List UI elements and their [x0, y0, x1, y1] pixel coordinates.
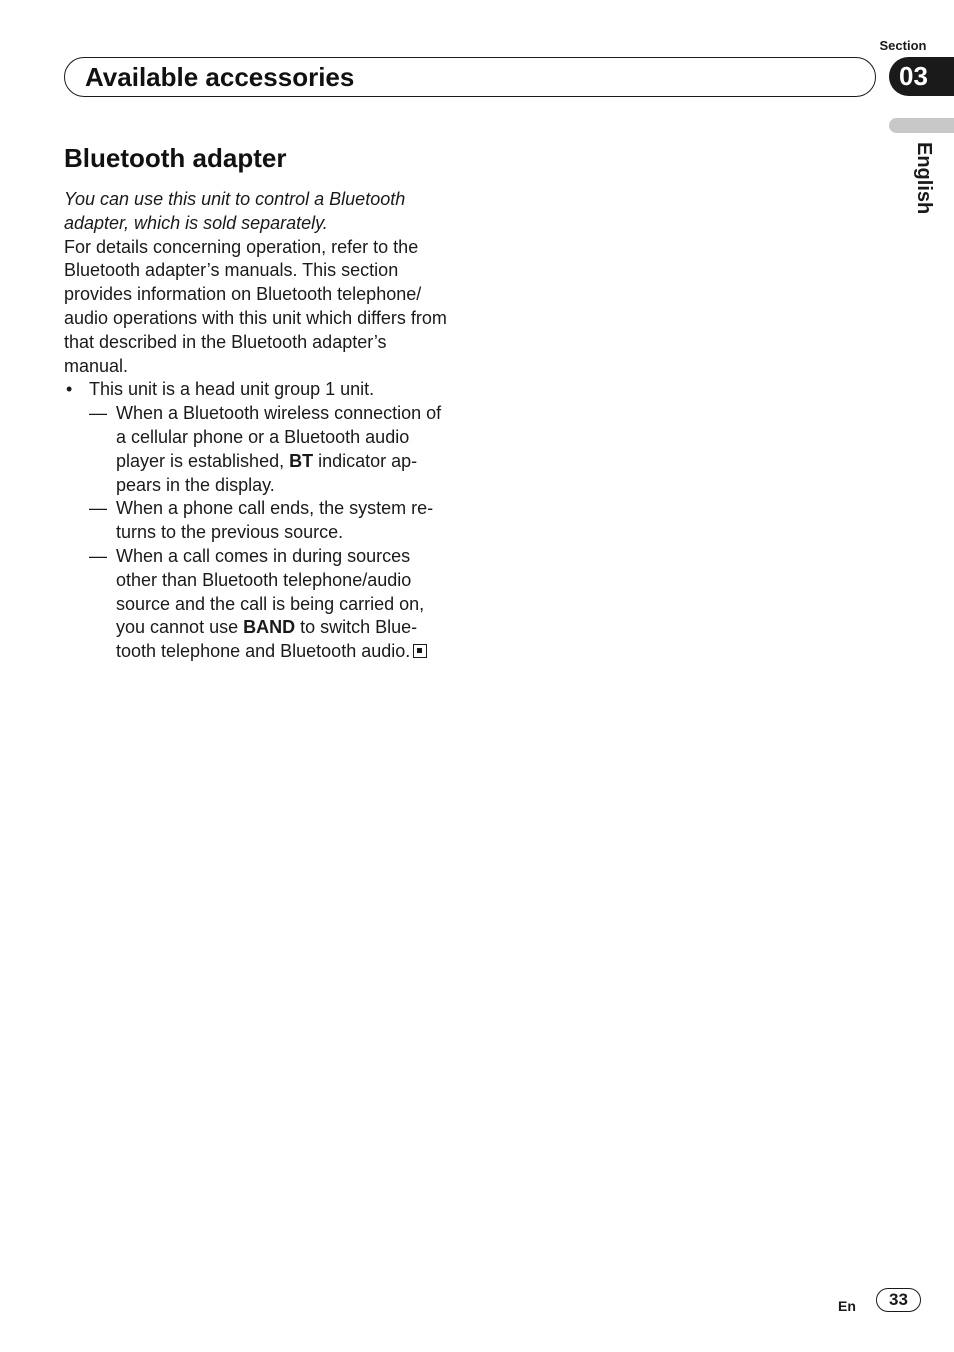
section-number-badge: 03 — [889, 57, 954, 96]
dash-text: When a phone call ends, the system re-turns to the previous source. — [116, 498, 434, 543]
dash-mark: — — [89, 403, 107, 424]
dash-mark: — — [89, 498, 107, 519]
dash-text-after: indicator ap-pears in the display. — [116, 450, 418, 495]
dash-mark: — — [89, 545, 107, 566]
bullet-text: This unit is a head unit group 1 unit. — [89, 379, 375, 400]
chapter-title: Available accessories — [85, 62, 355, 92]
band-button-term: BAND — [243, 617, 296, 638]
dash-item-call-ends — [64, 497, 454, 545]
intro-text: You can use this unit to control a Bluetooth adapter, which is sold separately. — [64, 189, 406, 233]
chapter-header — [64, 57, 876, 97]
main-content — [64, 140, 454, 664]
dash-text-before: When a Bluetooth wireless connection of a cellular phone or a Bluetooth audio player is established, — [116, 403, 442, 471]
bt-indicator-term: BT — [289, 450, 314, 471]
body-paragraph: For details concerning operation, refer to the Bluetooth adapter’s manuals. This section provides information on Bluetooth telephone/ audio operations with this unit which differs from that described in the Bluetooth adapter’s manual. — [64, 236, 447, 376]
section-label: Section — [879, 38, 927, 53]
dash-text-before: When a call comes in during sources other than Bluetooth telephone/audio source and the call is being carried on, you cannot use — [116, 545, 425, 638]
bullet-item — [64, 378, 454, 402]
language-code: En — [838, 1298, 856, 1314]
dash-item-call-comes-in — [64, 545, 454, 664]
language-label: English — [913, 142, 935, 215]
bullet-dot: • — [66, 379, 73, 400]
dash-text-after: to switch Blue-tooth telephone and Bluetooth audio. — [116, 617, 418, 662]
section-heading: Bluetooth adapter — [64, 143, 287, 173]
language-tab-marker — [889, 118, 954, 133]
end-of-section-icon — [413, 644, 427, 658]
page-number: 33 — [876, 1288, 921, 1312]
dash-item-connection — [64, 402, 454, 497]
